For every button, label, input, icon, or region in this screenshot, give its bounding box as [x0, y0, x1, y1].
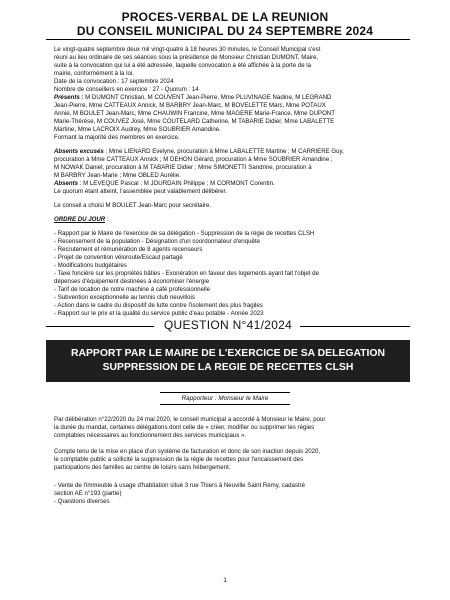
document-title-line2: DU CONSEIL MUNICIPAL DU 24 SEPTEMBRE 2024 [76, 24, 374, 38]
agenda-item: - Modifications budgétaires [54, 262, 127, 269]
body-line: Compte tenu de la mise en place d'un système de facturation et donc de son inaction depuis 2020, [54, 448, 321, 455]
absents-excuses-line: M BARBRY Jean-Marie ; Mme OBLED Aurélie. [54, 172, 181, 179]
agenda-item: - Rapport sur le prix et la qualité du service public d'eau potable - Année 2023 [54, 310, 264, 317]
agenda-item: section AE n°193 (partie) [54, 490, 122, 497]
agenda-title: ORDRE DU JOUR [54, 216, 106, 223]
agenda-item: - Rapport par le Maire de l'exercice de sa délégation - Suppression de la régie de recettes CLSH [54, 230, 315, 237]
banner-line2: SUPPRESSION DE LA REGIE DE RECETTES CLSH [102, 362, 354, 373]
presents-text: M DUMONT Christian, M COUVENT Jean-Pierre, Mme PLUVINAGE Nadine, M LEGRAND [83, 94, 332, 101]
absents-text: : M LEVEQUE Pascal ; M JOURDAIN Philippe ; M CORMONT Corentin. [78, 180, 275, 187]
agenda-item: - Action dans le cadre du dispositif de lutte contre l'isolement des plus fragiles [54, 302, 263, 309]
body-line: Par délibération n°22/2020 du 24 mai 2020, le conseil municipal a accordé à Monsieur le Maire, pour [54, 416, 326, 423]
agenda-item: dépenses d'équipement destinées à économiser l'énergie [54, 278, 210, 285]
question-number: QUESTION N°41/2024 [163, 318, 293, 332]
convocation-date: Date de la convocation : 17 septembre 2024 [54, 78, 174, 85]
agenda-item: - Subvention exceptionnelle au tennis club neuvillois [54, 294, 195, 301]
absents-excuses-line: procuration à Mme CATTEAUX Annick ; M DEHON Gérard, procuration à Mme SOUBRIER Amandine ; [54, 156, 333, 163]
document-title-line1: PROCES-VERBAL DE LA REUNION [121, 10, 329, 24]
quorum-count: Nombre de conseillers en exercice : 27 - Quorum : 14 [54, 86, 199, 93]
intro-line: mairie, conformément à la loi. [54, 70, 134, 77]
presents-line: Jean-Pierre, Mme CATTEAUX Annick, M BARBRY Jean-Marc, M BOVELETTE Marc, Mme POTAUX [54, 102, 326, 109]
agenda-item: - Recrutement et rémunération de 8 agents recenseurs [54, 246, 203, 253]
intro-line: suite à la convocation qui lui a été adressée, laquelle convocation a été affichée à la porte de la [54, 62, 312, 69]
reporter-label: Rapporteur : Monsieur le Maire [160, 392, 290, 405]
absents-excuses-line [54, 148, 344, 156]
presents-label: Présents : [54, 94, 84, 101]
quorum-reached-line: Le quorum étant atteint, l'assemblée peut valablement délibérer. [54, 188, 227, 195]
body-line: la durée du mandat, certaines délégations dont celle de « créer, modifier ou supprimer les régies [54, 424, 315, 431]
presents-line: Marie-Thérèse, M COUVEZ José, Mme COUTELARD Catherine, M TABARIE Didier, Mme LABALETTE [54, 118, 335, 125]
agenda-item: - Recensement de la population - Désignation d'un coordonnateur d'enquête [54, 238, 260, 245]
majority-line: Formant la majorité des membres en exercice. [54, 134, 180, 141]
presents-line: Martine, Mme LACROIX Audrey, Mme SOUBRIER Amandine. [54, 126, 221, 133]
absents-excuses-line: M NOWAK Daniel, procuration à M TABARIE Didier ; Mme SIMONETTI Sandrine, procuration à [54, 164, 312, 171]
agenda-item: - Questions diverses [54, 498, 110, 505]
title-underline [46, 39, 410, 40]
agenda-item: - Tarif de location de notre machine à café professionnelle [54, 286, 211, 293]
body-line: le comptable public a sollicité la suppression de la régie de recettes pour l'encaissement des [54, 456, 304, 463]
absents-excuses-label: Absents excusés [54, 148, 104, 155]
presents-line: Annie, M BOULET Jean-Marc, Mme CHAUWIN Francine, Mme MAGERE Marie-France, Mme DUPONT [54, 110, 335, 117]
intro-line: Le vingt-quatre septembre deux mil vingt-quatre à 18 heures 30 minutes, le Conseil Municipal s'est [54, 46, 321, 53]
agenda-item: - Vente de l'immeuble à usage d'habitation situé 3 rue Thiers à Neuville Saint Rémy, cadastré [54, 482, 306, 489]
agenda-title-suffix: : [105, 216, 109, 223]
intro-line: réuni au lieu ordinaire de ses séances sous la présidence de Monsieur Christian DUMONT, Maire, [54, 54, 319, 61]
body-line: participations des familles au centre de loisirs sans hébergement. [54, 464, 231, 471]
body-line: comptables nécessaires au fonctionnement des services municipaux ». [54, 432, 247, 439]
agenda-item: - Projet de convention véloroute/Escaut partagé [54, 254, 183, 261]
agenda-item: - Taxe foncière sur les propriétés bâties - Exonération en faveur des logements ayant fait l'objet de [54, 270, 319, 277]
page-number: 1 [223, 577, 227, 584]
question-banner [46, 340, 410, 382]
absents-label: Absents [54, 180, 79, 187]
absents-excuses-text: : Mme LIENARD Evelyne, procuration à Mme LABALETTE Martine ; M CARRIERE Guy, [103, 148, 344, 155]
presents-line [54, 94, 331, 102]
agenda-heading [54, 216, 109, 224]
absents-line [54, 180, 275, 188]
secretary-line: Le conseil a choisi M BOULET Jean-Marc pour secrétaire. [54, 202, 212, 209]
banner-line1: RAPPORT PAR LE MAIRE DE L'EXERCICE DE SA DELEGATION [70, 348, 386, 359]
